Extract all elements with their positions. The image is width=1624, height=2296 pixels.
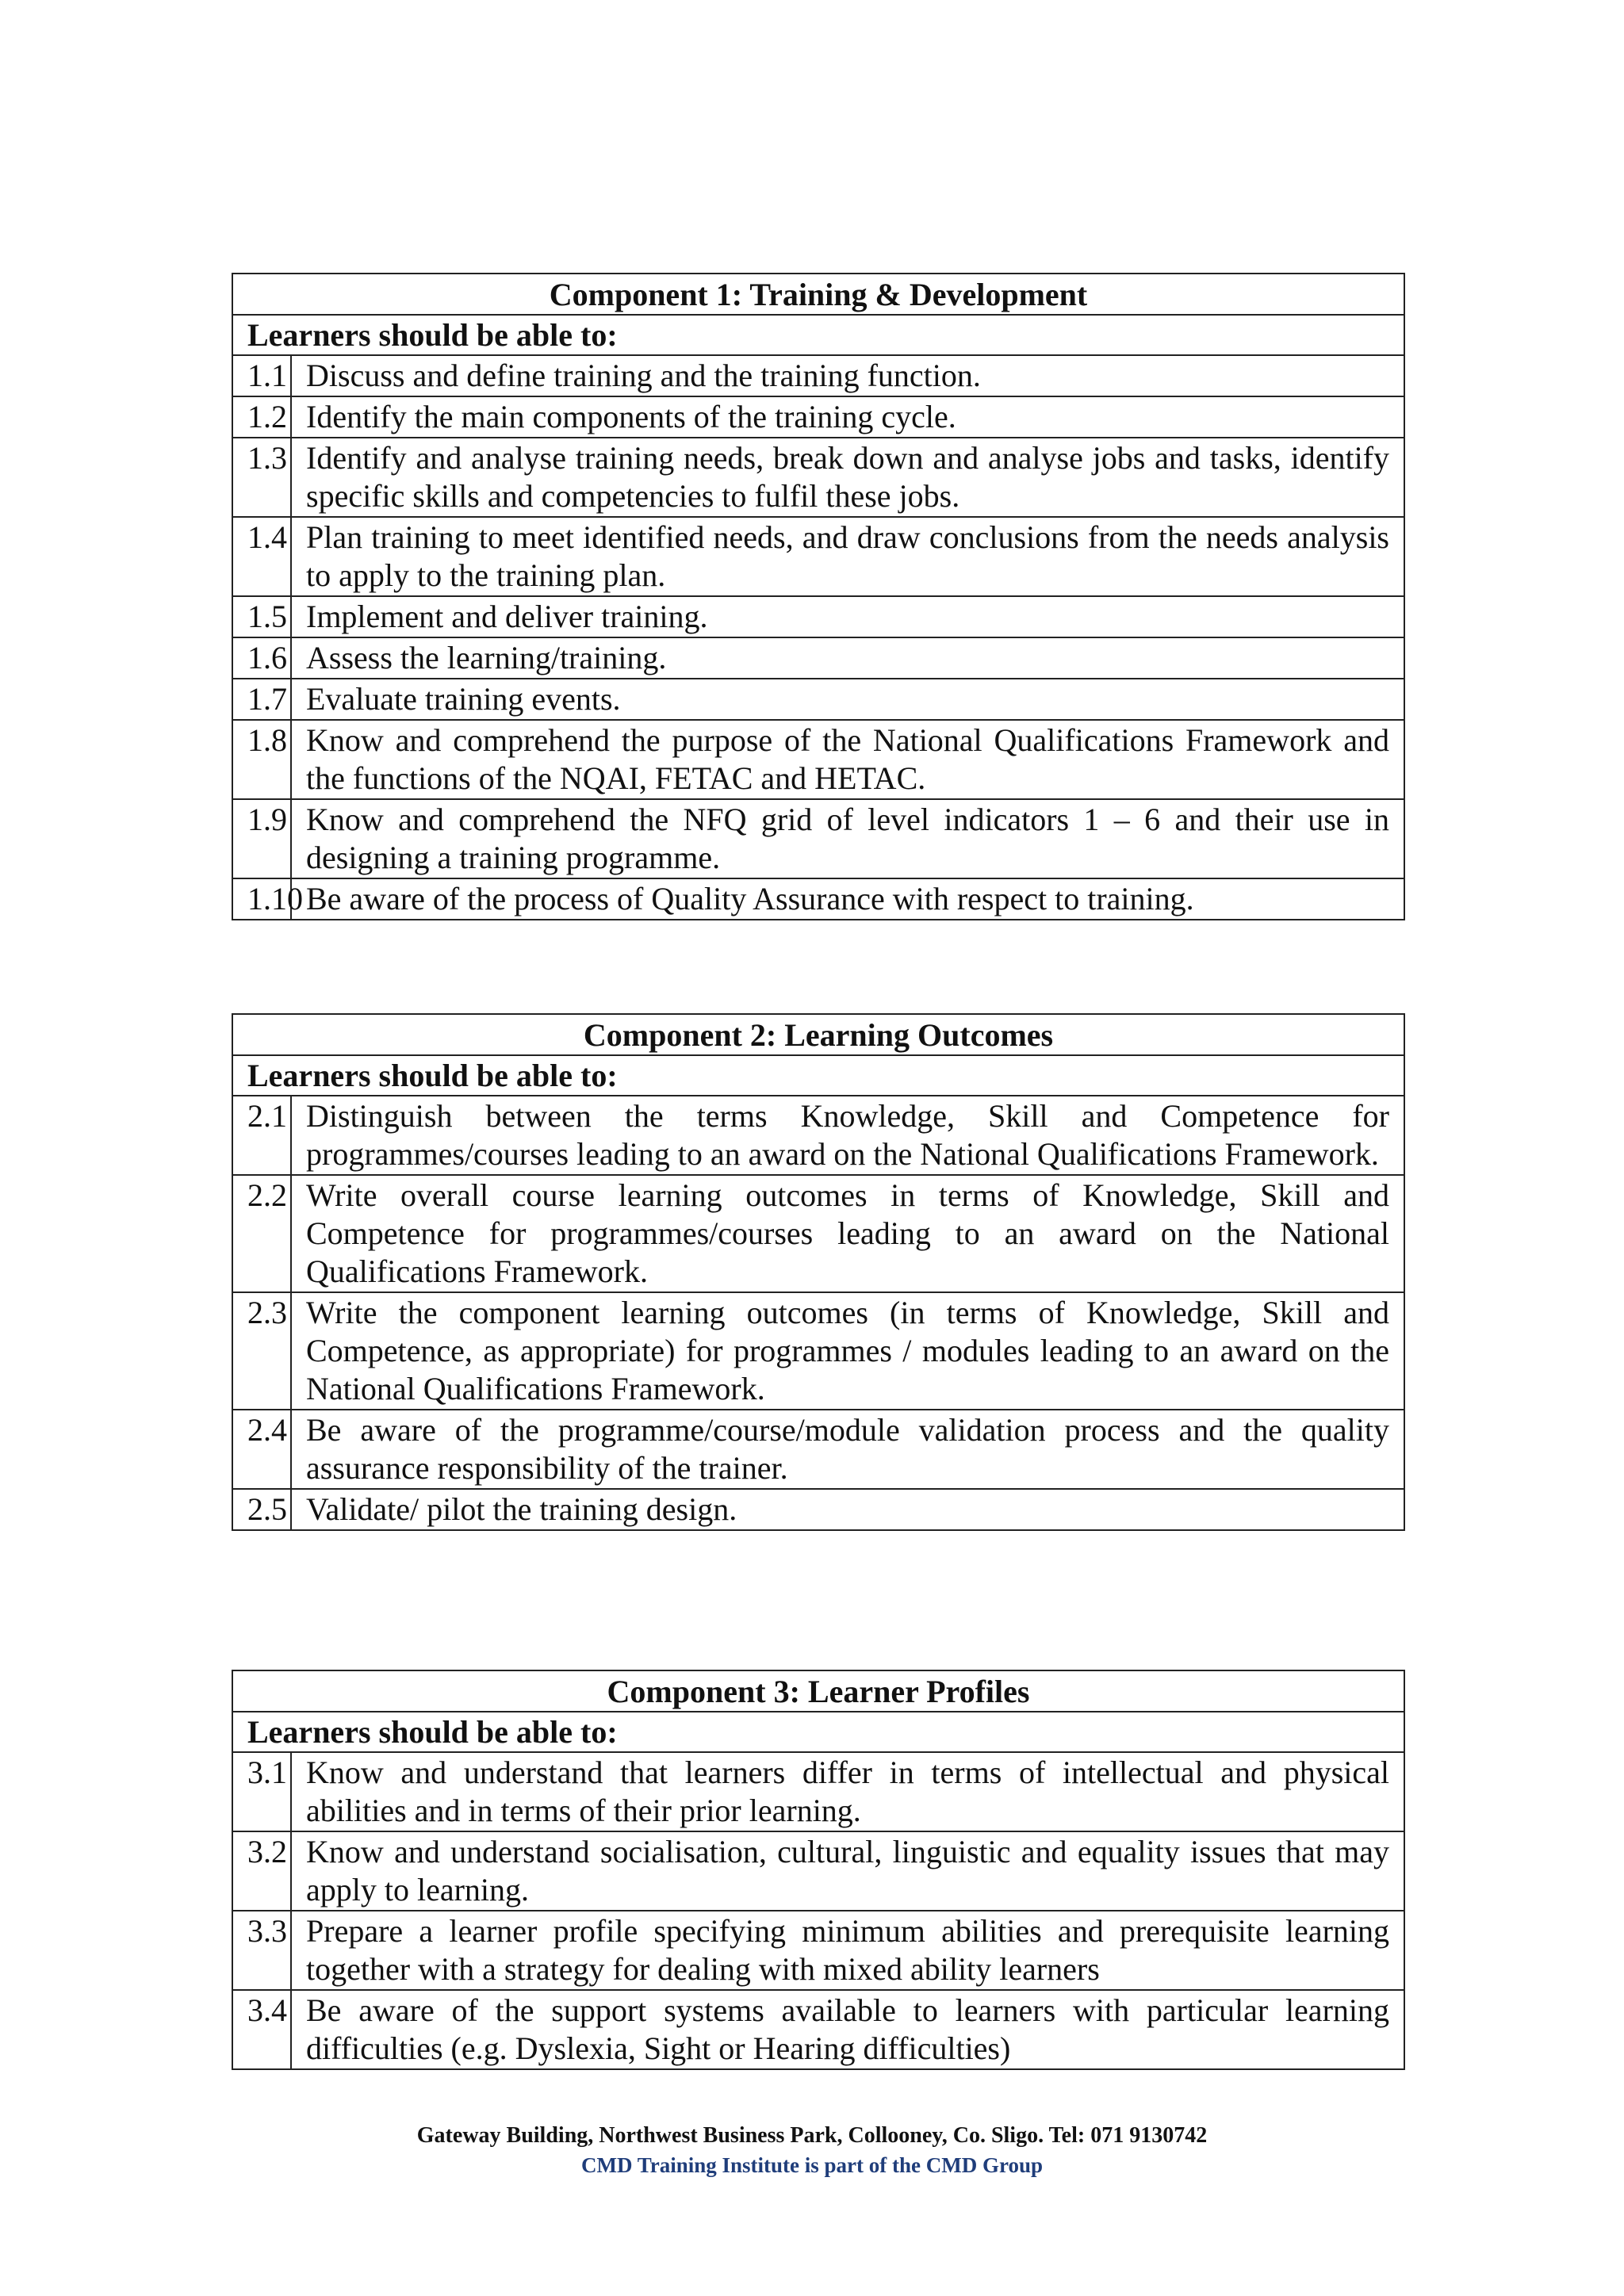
footer-group-line: CMD Training Institute is part of the CMD Group [580,2153,1044,2177]
item-number: 2.1 [232,1096,291,1175]
item-number: 1.8 [232,720,291,799]
item-number: 1.7 [232,679,291,720]
item-text: Identify the main components of the training cycle. [291,396,1404,438]
table-row [232,596,1404,637]
item-text: Discuss and define training and the training function. [291,355,1404,396]
item-number: 1.1 [232,355,291,396]
table-row [232,1831,1404,1911]
table-row [232,1489,1404,1530]
component-title: Component 3: Learner Profiles [232,1670,1404,1712]
item-text: Evaluate training events. [291,679,1404,720]
item-text: Distinguish between the terms Knowledge, Skill and Competence for programmes/courses leading to an award on the National Qualifications Framework. [291,1096,1404,1175]
item-text: Be aware of the process of Quality Assurance with respect to training. [291,878,1404,920]
item-text: Know and comprehend the purpose of the National Qualifications Framework and the functions of the NQAI, FETAC and HETAC. [291,720,1404,799]
item-number: 3.4 [232,1990,291,2069]
table-row [232,1990,1404,2069]
component-2-table [232,1013,1405,1531]
table-row [232,720,1404,799]
component-subtitle: Learners should be able to: [232,1712,1404,1752]
table-row [232,1292,1404,1410]
item-number: 2.5 [232,1489,291,1530]
table-subtitle-row [232,315,1404,355]
item-text: Assess the learning/training. [291,637,1404,679]
component-title: Component 1: Training & Development [232,274,1404,315]
table-title-row [232,1014,1404,1055]
footer-address: Gateway Building, Northwest Business Park, Collooney, Co. Sligo. Tel: 071 9130742 [416,2123,1208,2148]
item-text: Know and understand that learners differ in terms of intellectual and physical abilities and in terms of their prior learning. [291,1752,1404,1831]
item-text: Write the component learning outcomes (in terms of Knowledge, Skill and Competence, as appropriate) for programmes / modules leading to an award on the National Qualifications Framework. [291,1292,1404,1410]
item-text: Know and understand socialisation, cultural, linguistic and equality issues that may apply to learning. [291,1831,1404,1911]
item-number: 1.6 [232,637,291,679]
item-number: 2.2 [232,1175,291,1292]
component-1-table [232,273,1405,920]
table-row [232,1175,1404,1292]
item-number: 1.3 [232,438,291,517]
item-number: 1.10 [232,878,291,920]
table-row [232,355,1404,396]
item-text: Plan training to meet identified needs, and draw conclusions from the needs analysis to apply to the training plan. [291,517,1404,596]
table-row [232,1410,1404,1489]
item-number: 1.5 [232,596,291,637]
item-number: 2.3 [232,1292,291,1410]
item-number: 3.2 [232,1831,291,1911]
table-row [232,799,1404,878]
table-subtitle-row [232,1055,1404,1096]
item-text: Be aware of the support systems available to learners with particular learning difficulties (e.g. Dyslexia, Sight or Hearing difficulties) [291,1990,1404,2069]
item-number: 1.9 [232,799,291,878]
table-row [232,438,1404,517]
item-number: 3.1 [232,1752,291,1831]
item-number: 1.2 [232,396,291,438]
table-row [232,1096,1404,1175]
component-subtitle: Learners should be able to: [232,315,1404,355]
table-row [232,878,1404,920]
table-row [232,637,1404,679]
component-3-table [232,1670,1405,2070]
item-text: Implement and deliver training. [291,596,1404,637]
table-row [232,679,1404,720]
table-row [232,517,1404,596]
item-text: Know and comprehend the NFQ grid of level indicators 1 – 6 and their use in designing a training programme. [291,799,1404,878]
component-subtitle: Learners should be able to: [232,1055,1404,1096]
table-row [232,396,1404,438]
item-number: 1.4 [232,517,291,596]
table-row [232,1752,1404,1831]
item-text: Prepare a learner profile specifying minimum abilities and prerequisite learning together with a strategy for dealing with mixed ability learners [291,1911,1404,1990]
item-text: Identify and analyse training needs, break down and analyse jobs and tasks, identify specific skills and competencies to fulfil these jobs. [291,438,1404,517]
item-text: Validate/ pilot the training design. [291,1489,1404,1530]
table-title-row [232,1670,1404,1712]
component-title: Component 2: Learning Outcomes [232,1014,1404,1055]
item-text: Write overall course learning outcomes in terms of Knowledge, Skill and Competence for programmes/courses leading to an award on the National Qualifications Framework. [291,1175,1404,1292]
item-text: Be aware of the programme/course/module validation process and the quality assurance responsibility of the trainer. [291,1410,1404,1489]
table-subtitle-row [232,1712,1404,1752]
item-number: 3.3 [232,1911,291,1990]
table-title-row [232,274,1404,315]
table-row [232,1911,1404,1990]
item-number: 2.4 [232,1410,291,1489]
